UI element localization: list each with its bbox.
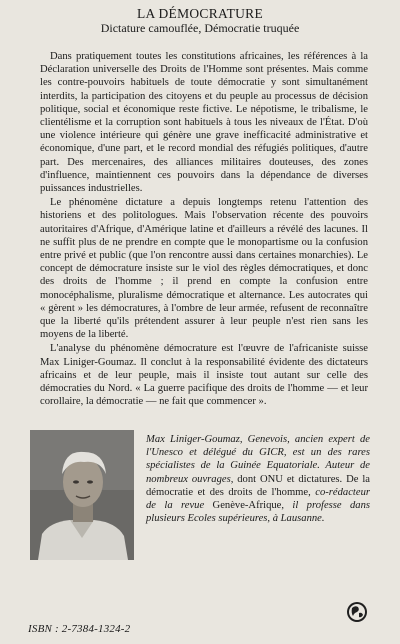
isbn-label: ISBN : 2-7384-1324-2 — [28, 623, 131, 635]
paragraph-2: Le phénomène dictature a depuis longtemps retenu l'attention des historiens et des politologues. Mais l'observation récente des pouvoirs autoritaires d'Afrique, d'Amérique latine et d'ailleurs a révélé des lacunes. Il ne suffit plus de ne prendre en compte que le monopartisme ou la confusion entre privé et public (que l'on rencontre aussi dans certaines monarchies). Le concept de démocrature insiste sur le viol des règles démocratiques, et donc des droits de l'homme ; il prend en compte la confusion entre monocéphalisme, pluralisme démocratique et alternance. Les autocrates qui « gèrent » les démocratures, à l'ombre de leur armée, refusent de reconnaître que la liberté qu'ils prétendent assurer à leur peuple n'est rien sans les moyens de la liberté. — [40, 197, 368, 341]
globe-icon — [346, 601, 368, 623]
bio-part-3: co-rédacteur de la revue — [146, 486, 370, 512]
author-photo — [30, 430, 134, 560]
author-bio — [146, 433, 370, 525]
bio-part-5: il professe dans plusieurs Ecoles supérieures, à Lausanne. — [146, 500, 370, 525]
body-text — [40, 50, 368, 408]
page-title: LA DÉMOCRATURE — [136, 6, 264, 21]
paragraph-1: Dans pratiquement toutes les constitutions africaines, les références à la Déclaration universelle des Droits de l'Homme sont présentes. Mais comme les contre-pouvoirs habituels de toute démocratie y sont simultanément interdits, la participation des citoyens et du peuple au processus de décision politique, social et économique reste fictive. Le népotisme, le tribalisme, le clientélisme et la corruption sont habituels à tous les niveaux de l'État. D'où une violence intérieure qui génère une grave inefficacité administrative et économique, d'une part, et le record mondial des réfugiés politiques, d'autre part. Des mercenaires, des alliances militaires douteuses, des zones d'influence, maintiennent ces pouvoirs dans la dépendance de diverses puissances industrielles. — [40, 51, 368, 195]
bio-part-2: dont ONU et dictatures. De la démocratie et des droits de l'homme, — [146, 473, 370, 498]
bio-part-1: Max Liniger-Goumaz, Genevois, ancien expert de l'Unesco et délégué du GICR, est un des rares spécialistes de la Guinée Equatoriale. Auteur de nombreux ouvrages, — [146, 434, 370, 485]
paragraph-3: L'analyse du phénomène démocrature est l'œuvre de l'africaniste suisse Max Liniger-Goumaz. Il conclut à la responsabilité évidente des dictateurs africains et de leur peuple, mais il insiste tout autant sur celle des démocraties du Nord. « La guerre pacifique des droits de l'homme — et leur corollaire, la démocratie — ne fait que commencer ». — [40, 343, 368, 408]
page-subtitle: Dictature camouflée, Démocratie truquée — [100, 21, 300, 35]
bio-part-4: Genève-Afrique, — [204, 500, 293, 512]
